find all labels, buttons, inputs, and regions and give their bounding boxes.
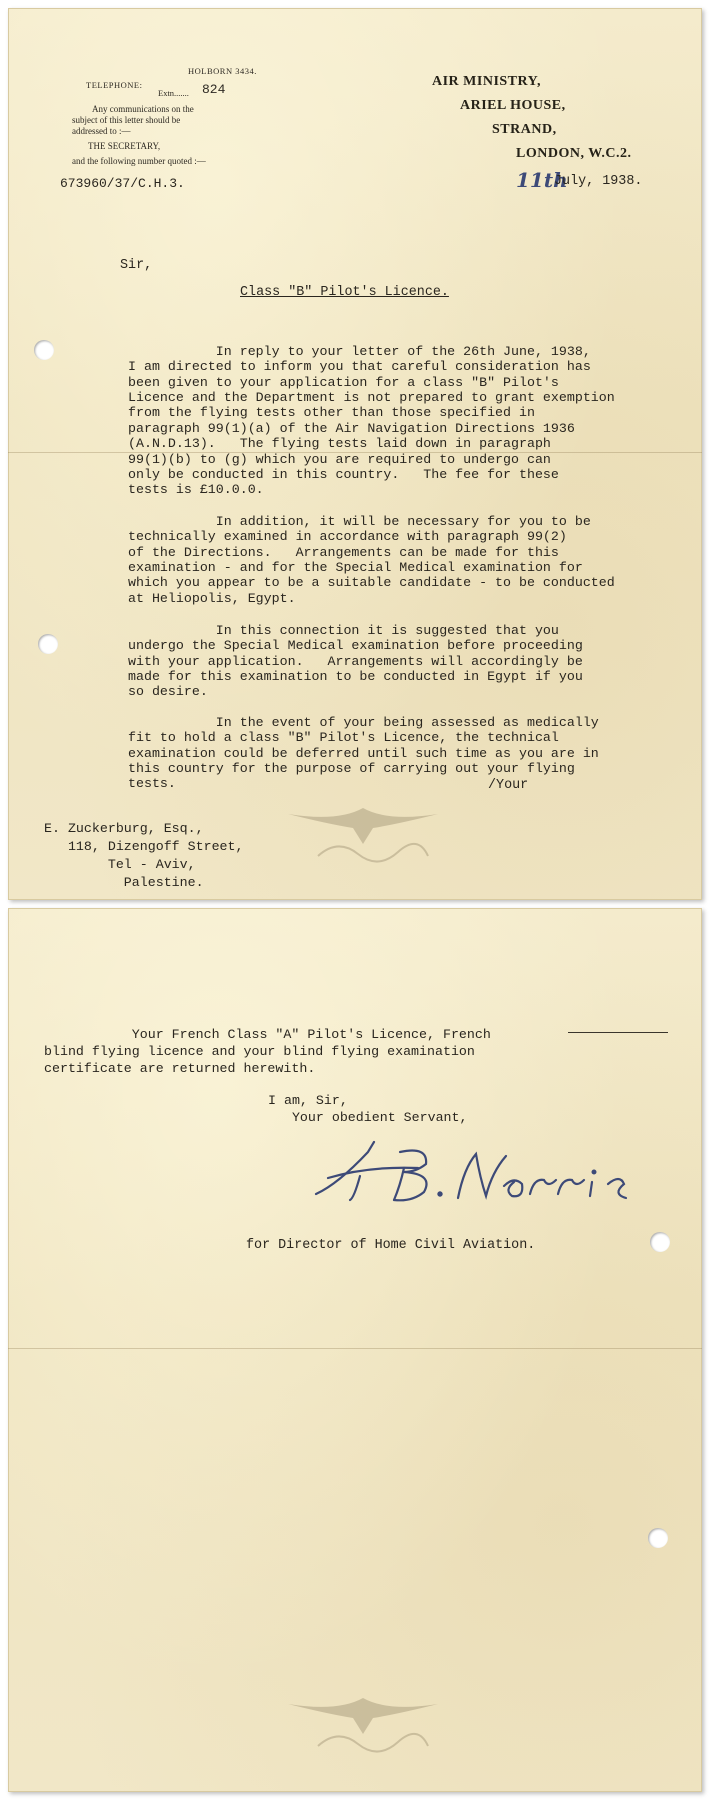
correspondence-note: subject of this letter should be [72, 115, 181, 125]
letter-page-1 [8, 8, 702, 900]
correspondence-note: addressed to :— [72, 126, 131, 136]
typed-date: July, 1938. [554, 174, 643, 189]
address-line: ARIEL HOUSE, [460, 98, 566, 113]
fold-crease [8, 1348, 702, 1349]
telephone-extn-prefix: Extn....... [158, 88, 189, 98]
body-paragraph: In reply to your letter of the 26th June, 1938, I am directed to inform you that careful consideration has been given to your application for a class "B" Pilot's Licence and the Department is not prepared to grant exemption from the flying tests other than those specified in paragraph 99(1)(a) of the Air Navigation Directions 1936 (A.N.D.13). The flying tests laid down in paragraph 99(1)(b) to (g) which you are required to undergo can only be conducted in this country. The fee for these tests is £10.0.0. [128, 343, 615, 498]
number-quoted-note: and the following number quoted :— [72, 156, 206, 166]
watermark-crest-icon [278, 1684, 448, 1764]
punch-hole [648, 1528, 668, 1548]
body-paragraph: In addition, it will be necessary for you to be technically examined in accordance with paragraph 99(2) of the Directions. Arrangements can be made for this examination - and for the Special Medical examination for which you appear to be a suitable candidate - to be conducted at Heliopolis, Egypt. [128, 513, 615, 606]
subject-heading: Class "B" Pilot's Licence. [240, 285, 449, 300]
closing: I am, Sir, Your obedient Servant, [268, 1093, 468, 1125]
punch-hole [650, 1232, 670, 1252]
telephone-label: TELEPHONE: [86, 80, 143, 90]
body-paragraph: Your French Class "A" Pilot's Licence, French blind flying licence and your blind flying examination certificate are returned herewith. [44, 1027, 491, 1076]
salutation: Sir, [120, 258, 153, 273]
body-paragraph: In this connection it is suggested that you undergo the Special Medical examination before proceeding with your application. Arrangements will accordingly be made for this examination to be conducted in Egypt if you so desire. [128, 622, 583, 700]
continuation-mark: /Your [488, 778, 529, 793]
secretary-label: THE SECRETARY, [88, 141, 161, 151]
address-line: STRAND, [492, 122, 557, 137]
handwritten-date: 11th [516, 168, 568, 192]
telephone-extn-number: 824 [202, 82, 226, 97]
address-line: LONDON, W.C.2. [516, 146, 632, 161]
recipient-address: E. Zuckerburg, Esq., 118, Dizengoff Street, Tel - Aviv, Palestine. [44, 821, 244, 890]
handwritten-signature [308, 1128, 678, 1218]
margin-rule [568, 1032, 668, 1033]
telephone-exchange: HOLBORN 3434. [188, 66, 257, 76]
address-line: AIR MINISTRY, [432, 74, 541, 89]
punch-hole [38, 634, 58, 654]
reference-number: 673960/37/C.H.3. [60, 176, 185, 191]
letter-page-2 [8, 908, 702, 1792]
signatory-title: for Director of Home Civil Aviation. [246, 1238, 536, 1253]
correspondence-note: Any communications on the [92, 104, 194, 114]
body-paragraph: In the event of your being assessed as medically fit to hold a class "B" Pilot's Licence, the technical examination could be deferred until such time as you are in this country for the purpose of carrying out your flying tests. [128, 714, 599, 792]
punch-hole [34, 340, 54, 360]
watermark-crest-icon [278, 794, 448, 874]
